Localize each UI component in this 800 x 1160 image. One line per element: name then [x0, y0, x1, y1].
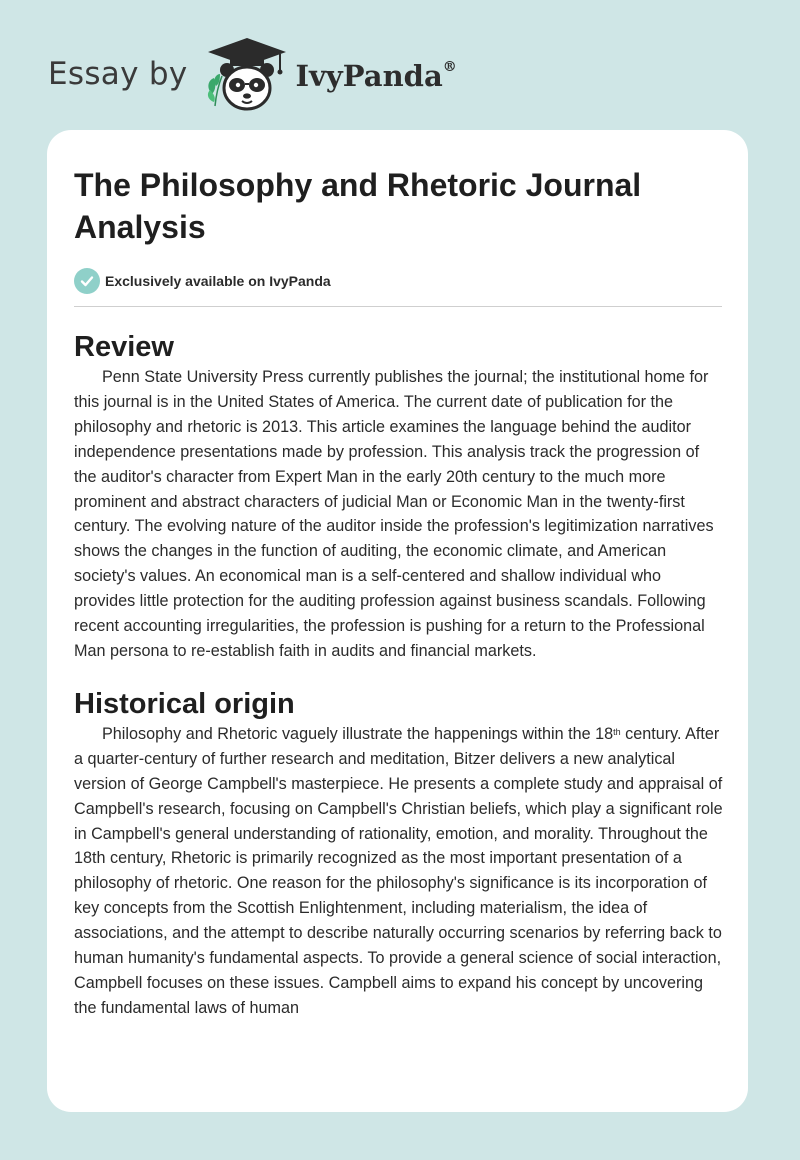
site-header [48, 34, 457, 114]
exclusive-text: Exclusively available on IvyPanda [105, 273, 331, 289]
article-card [47, 130, 748, 1112]
section-heading-historical-origin: Historical origin [74, 687, 295, 720]
section-heading-review: Review [74, 331, 174, 363]
section-body-historical-origin: Philosophy and Rhetoric vaguely illustrate the happenings within the 18th century. After a quarter-century of further research and meditation, Bitzer delivers a new analytical version of George Campbell's masterpiece. He presents a complete study and appraisal of Campbell's research, focusing on Campbell's Christian beliefs, which play a significant role in Campbell's general understanding of rationality, emotion, and morality. Throughout the 18th century, Rhetoric is primarily recognized as the most important presentation of a philosophy of rhetoric. One reason for the philosophy's significance is its incorporation of key concepts from the Scottish Enlightenment, including materialism, the idea of associations, and the attempt to describe naturally occurring scenarios by referring back to human humanity's fundamental aspects. To provide a general science of social interaction, Campbell focuses on these issues. Campbell aims to expand his concept by uncovering the fundamental laws of human [74, 724, 723, 1017]
page-title: The Philosophy and Rhetoric Journal Analysis [74, 167, 642, 245]
divider [74, 306, 722, 307]
brand-name[interactable]: IvyPanda® [295, 59, 457, 93]
essay-by-label: Essay by [48, 56, 188, 92]
checkmark-icon [74, 268, 100, 294]
ivypanda-logo-icon[interactable] [202, 36, 292, 112]
section-body-review: Penn State University Press currently publishes the journal; the institutional home for this journal is in the United States of America. The current date of publication for the philosophy and rhetoric is 2013. This article examines the language behind the auditor independence presentations made by profession. This analysis track the progression of the auditor's character from Expert Man in the early 20th century to the much more prominent and abstract characters of judicial Man or Economic Man in the twenty-first century. The evolving nature of the auditor inside the profession's legitimization narratives shows the changes in the function of auditing, the economic climate, and American society's values. An economical man is a self-centered and shallow individual who provides little protection for the auditing profession against business scandals. Following recent accounting irregularities, the profession is pushing for a return to the Professional Man persona to re-establish faith in audits and financial markets. [74, 368, 714, 660]
exclusive-badge [74, 268, 722, 294]
